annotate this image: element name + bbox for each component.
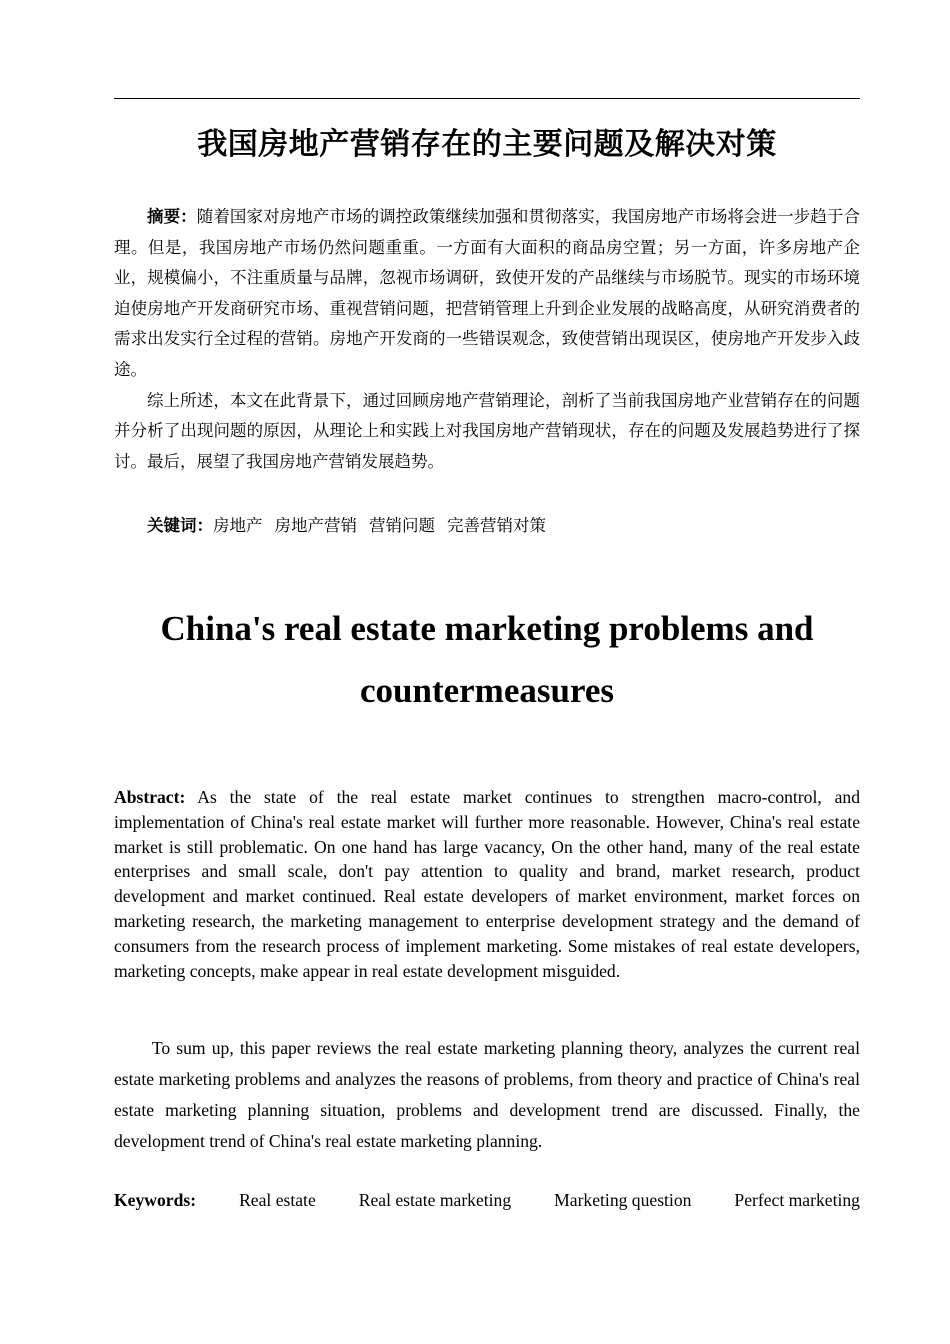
chinese-title: 我国房地产营销存在的主要问题及解决对策 xyxy=(197,127,777,162)
chinese-keywords xyxy=(114,511,860,541)
english-keyword: Marketing question xyxy=(554,1190,692,1210)
chinese-abstract-text-1: 随着国家对房地产市场的调控政策继续加强和贯彻落实，我国房地产市场将会进一步趋于合理。但是，我国房地产市场仍然问题重重。一方面有大面积的商品房空置；另一方面，许多房地产企业，规模偏小，不注重质量与品牌，忽视市场调研，致使开发的产品继续与市场脱节。现实的市场环境迫使房地产开发商研究市场、重视营销问题，把营销管理上升到企业发展的战略高度，从研究消费者的需求出发实行全过程的营销。房地产开发商的一些错误观念，致使营销出现误区，使房地产开发步入歧途。 xyxy=(114,207,860,379)
english-keywords xyxy=(114,1187,860,1213)
chinese-keyword: 房地产 xyxy=(213,516,263,535)
english-abstract-paragraph-2: To sum up, this paper reviews the real estate marketing planning theory, analyzes the current real estate marketing problems and analyzes the reasons of problems, from theory and practice of China's real estate marketing planning situation, problems and development trend are discussed. Finally, the development trend of China's real estate marketing planning. xyxy=(114,1038,860,1151)
english-title-line-1: China's real estate marketing problems and xyxy=(160,609,814,648)
english-keyword: Real estate xyxy=(239,1190,316,1210)
chinese-abstract xyxy=(114,202,860,477)
header-rule xyxy=(114,98,860,99)
chinese-abstract-paragraph-1 xyxy=(114,202,860,386)
chinese-keyword: 营销问题 xyxy=(369,516,435,535)
chinese-keyword: 房地产营销 xyxy=(274,516,357,535)
english-abstract xyxy=(114,785,860,983)
english-title xyxy=(114,598,860,722)
english-title-line-2: countermeasures xyxy=(359,671,615,710)
english-abstract-text-1: As the state of the real estate market continues to strengthen macro-control, and implementation of China's real estate market will further more reasonable. However, China's real estate market is still problematic. On one hand has large vacancy, On the other hand, many of the real estate enterprises and small scale, don't pay attention to quality and brand, market research, product development and market continued. Real estate developers of market environment, market forces on marketing research, the marketing management to enterprise development strategy and the demand of consumers from the research process of implement marketing. Some mistakes of real estate developers, marketing concepts, make appear in real estate development misguided. xyxy=(114,787,860,981)
english-keyword: Perfect marketing xyxy=(734,1190,860,1210)
english-keywords-label: Keywords: xyxy=(114,1190,197,1210)
chinese-keyword: 完善营销对策 xyxy=(447,516,546,535)
english-keyword: Real estate marketing xyxy=(358,1190,512,1210)
chinese-abstract-label: 摘要： xyxy=(147,207,197,226)
chinese-keywords-label: 关键词： xyxy=(147,516,213,535)
chinese-abstract-paragraph-2: 综上所述，本文在此背景下，通过回顾房地产营销理论，剖析了当前我国房地产业营销存在的问题并分析了出现问题的原因，从理论上和实践上对我国房地产营销现状，存在的问题及发展趋势进行了探讨。最后，展望了我国房地产营销发展趋势。 xyxy=(114,390,860,471)
english-abstract-label: Abstract: xyxy=(114,787,186,807)
